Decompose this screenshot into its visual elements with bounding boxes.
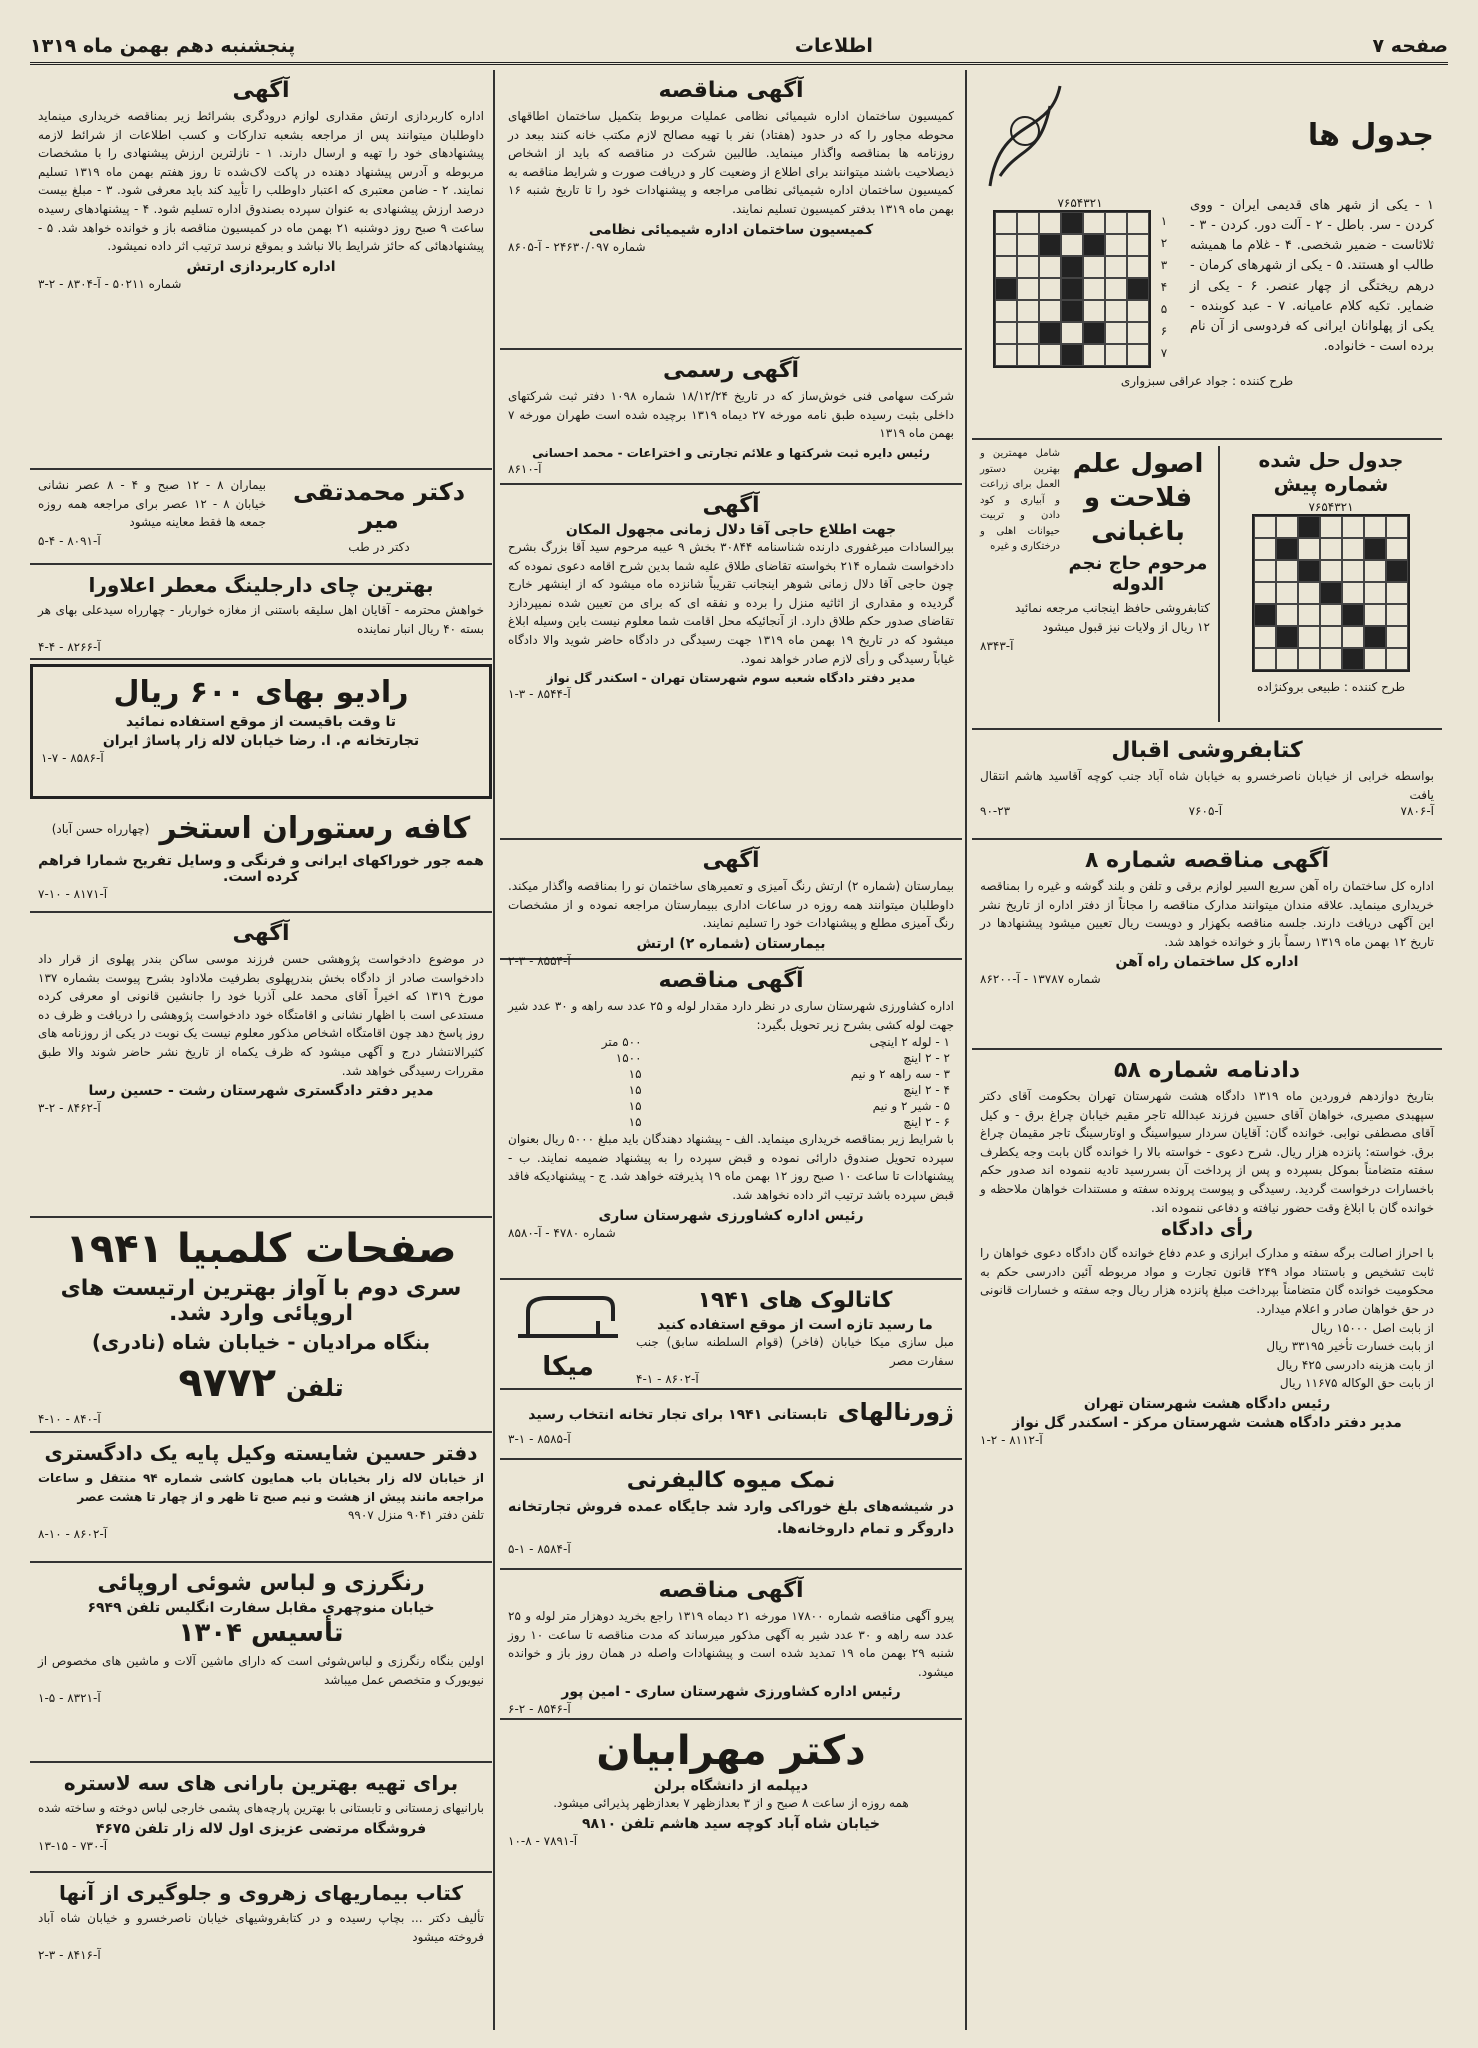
pipes-table — [508, 1034, 954, 1130]
crossword-cell — [1386, 626, 1408, 648]
tender-8-title: آگهی مناقصه شماره ۸ — [1084, 848, 1330, 873]
crossword-cell — [995, 256, 1017, 278]
crossword-cell — [1386, 582, 1408, 604]
crossword-cell — [1105, 300, 1127, 322]
lawyer-text: از خیابان لاله زار بخیابان باب همایون کاشی شماره ۹۴ منتقل و ساعات مراجعه مانند پیش از هشت و نیم صبح تا ظهر و از چهار تا هشت عصر — [38, 1471, 484, 1504]
table-row — [508, 1082, 954, 1098]
crossword-cell — [1017, 234, 1039, 256]
appeal-code: آ-۸۴۶۲ - ۲-۳ — [38, 1101, 101, 1116]
divorce-notice — [500, 485, 962, 840]
book-price: ۱۲ ریال از ولایات نیز قبول میشود — [1042, 619, 1210, 634]
pipes-signature: رئیس اداره کشاورزی شهرستان ساری — [598, 1207, 864, 1224]
ad1-signature: اداره کاربردازی ارتش — [186, 258, 336, 275]
crossword-cell — [1127, 256, 1149, 278]
crossword-cell — [1342, 582, 1364, 604]
crossword-grid — [993, 210, 1151, 368]
cafe-ad — [30, 803, 492, 913]
crossword-cell — [1061, 256, 1083, 278]
tea-text: خواهش محترمه - آقایان اهل سلیقه باستنی از مغازه خواربار - چهارراه سیدعلی بهای هر بسته ۴۰ ریال انبار نماینده — [38, 603, 484, 636]
columbia-records-ad — [30, 1218, 492, 1433]
crossword-cell — [1320, 516, 1342, 538]
tender-8-text: اداره کل ساختمان راه آهن سریع السیر لوازم برقی و تلفن و بلند گوشه و غیره را بمناقصه خریداری مینماید. علاقه مندان میتوانند مدارک مناقصه را مجاناً از دفتر اداره از تاریخ نشر این آگهی دریافت دارند. جلسه مناقصه بکهزار و دویست ریال تعیین میشود پیشنهادها در تاریخ ۱۲ بهمن ماه ۱۳۱۹ رسماً باز و خوانده خواهد شد. — [980, 879, 1434, 949]
doctor-hours: همه روزه از ساعت ۸ صبح و از ۳ بعدازظهر ۷ بعدازظهر پذیرائی میشود. — [553, 1796, 909, 1810]
masthead — [30, 30, 1448, 65]
hospital-text: بیمارستان (شماره ۲) ارتش رنگ آمیزی و تعمیرهای ساختمان نو را بمناقصه واگذار میکند. داوطلبان میتوانند همه روزه در ساعات اداری ببیمارستان مراجعه نموده و از مشخصات رنگ آمیزی مطلع و پیشنهادات خود را تسلیم نمایند. — [508, 879, 954, 931]
book-author: مرحوم حاج نجم الدوله — [1068, 553, 1208, 596]
crossword-cell — [1127, 344, 1149, 366]
crossword-cell — [1276, 538, 1298, 560]
appeal-notice — [30, 913, 492, 1218]
crossword-cell — [1061, 278, 1083, 300]
ad1-text: اداره کاربردازی ارتش مقداری لوازم درودگری بشرائط زیر بمناقصه خریداری مینماید داوطلبان میتوانند پس از مراجعه بشعبه تدارکات و کسب اطلاعات از شرائط لازمه پیشنهادهای خود را تهیه و ارسال دارند. ۱ - نازلترین ارزش پیشنهادی را با مشخصات مربوطه و آدرس پیشنهاد دهنده در پاکت لاک‌شده تا روز هفتم بهمن ماه ۱۳۱۹ تسلیم نمایند. ۲ - ضامن معتبری که اعتبار داوطلب را تأیید کند باید معرفی شود. ۳ - مبلغ بیست درصد ارزش پیشنهادی به عنوان سپرده بصندوق اداره تسلیم شود. ۴ - پیشنهادهای رسیده ساعت ۹ صبح روز دوشنبه ۲۱ بهمن ماه در کمیسیون مناقصه باز و خوانده خواهد شد. ۵ - پیشنهادهائی که حائز شرایط بالا نباشد و بموقع نرسد ترتیب اثر داده نمیشود. — [38, 109, 484, 254]
verdict-code: آ-۸۱۱۲ - ۲-۱ — [980, 1432, 1043, 1447]
crossword-row-number: ۵ — [1160, 302, 1168, 316]
crossword-title: جدول ها — [1307, 117, 1434, 153]
salt-code: آ-۸۵۸۴ - ۱-۵ — [508, 1542, 571, 1557]
crossword-cell — [1083, 234, 1105, 256]
doctor-mir-ad — [30, 470, 492, 565]
pipes-qty: ۱۵ — [628, 1083, 642, 1098]
appeal-title: آگهی — [232, 921, 290, 946]
crossword-clues: ۱ - یکی از شهر های قدیمی ایران - ووی کردن - سر. باطل - ۲ - آلت دور. کردن - ۳ - ثلاثاست - ضمیر شخصی. ۴ - غلام ما همیشه طالب او هستند. ۵ - یکی از شهرهای کرمان - درهم ریختگی از چهار عنصر. ۶ - یکی از ضمایر. تکیه کلام عامیانه. ۷ - عبد کوبنده - یکی از پهلوانان ایرانی که فردوسی از آن نام برده است - خانواده. — [1190, 198, 1435, 354]
tea-code: آ-۸۲۶۶ - ۴-۴ — [38, 640, 101, 655]
iqbal-text: بواسطه خرابی از خیابان ناصرخسرو به خیابان شاه آباد جنب کوچه آقاسید هاشم انتقال یافت — [980, 769, 1434, 802]
crossword-cell — [1127, 278, 1149, 300]
crossword-cell — [1254, 538, 1276, 560]
salt-title: نمک میوه کالیفرنی — [626, 1468, 836, 1493]
iqbal-code2: آ-۷۶۰۵ — [1188, 804, 1223, 819]
crossword-cell — [1276, 626, 1298, 648]
crossword-cell — [1342, 538, 1364, 560]
crossword-cell — [1105, 256, 1127, 278]
crossword-cell — [1083, 344, 1105, 366]
crossword-cell — [1320, 538, 1342, 560]
crossword-cell — [1039, 344, 1061, 366]
lawyer-phone: تلفن دفتر ۹۰۴۱ منزل ۹۹۰۷ — [347, 1508, 484, 1523]
crossword-row-number: ۱ — [1160, 214, 1168, 228]
tender2-text: پیرو آگهی مناقصه شماره ۱۷۸۰۰ مورخه ۲۱ دیماه ۱۳۱۹ راجع بخرید دوهزار متر لوله و ۲۵ عدد سه راهه و ۳۰ عدد شیر به آگهی مذکور میرساند که مدت مناقصه تا ساعت ۱۰ روز شنبه ۲۹ بهمن ماه ۱۹ تمدید شده است و پیشنهادات واصله در همان روز باز و خوانده میشود. — [508, 1609, 955, 1679]
paper-name: اطلاعات — [794, 35, 873, 57]
crossword-top-numbers: ۷۶۵۴۳۲۱ — [1057, 196, 1103, 210]
crossword-cell — [1320, 582, 1342, 604]
crossword-cell — [1061, 300, 1083, 322]
notice-text: بیرالسادات میرغفوری دارنده شناسنامه ۳۰۸۴۴ بخش ۹ عیبه مرحوم سید آقا بزرگ بشرح دادخواست شماره ۲۱۴ بخواسته تقاضای طلاق علیه شما بدین شرح اقامه دعوی نموده که چون حاجی آقا دلال زمانی شوهر اینجانب تقریباً شانزده ماه میشود که از اینشهر خارج گردیده و مقداری از اثاثیه منزل را برده و نفقه ای که برای من تعیین شده نمیپردازد تقاضای صدور حکم طلاق دارد. از آنجائیکه محل اقامت شما معلوم نیست باین وسیله ابلاغ میشود که در تاریخ ۱۹ بهمن ماه ۱۳۱۹ جهت رسیدگی در دادگاه حاضر شوید والا دادگاه غیاباً رسیدگی و رأی لازم صادر خواهد نمود. — [508, 540, 955, 666]
crossword-cell — [1364, 560, 1386, 582]
crossword-cell — [995, 344, 1017, 366]
pipes-item: ۵ - شیر ۲ و نیم — [872, 1099, 950, 1114]
notice-title: آگهی — [702, 493, 760, 518]
crossword-cell — [1017, 322, 1039, 344]
tender-chemical-ad — [500, 70, 962, 350]
hospital-title: آگهی — [702, 848, 760, 873]
health-book-ad — [30, 1873, 492, 1973]
crossword-cell — [995, 322, 1017, 344]
tender-8-ad — [972, 840, 1442, 1050]
crossword-cell — [1364, 582, 1386, 604]
crossword-cell — [1364, 538, 1386, 560]
radio-ad — [30, 664, 492, 799]
crossword-cell — [1386, 516, 1408, 538]
catalog-code: آ-۸۶۰۲ - ۱-۴ — [636, 1372, 699, 1387]
crossword-row-number: ۷ — [1160, 346, 1168, 360]
lawyer-code: آ-۸۶۰۲ - ۱۰-۸ — [38, 1526, 108, 1541]
laundry-title: رنگرزی و لباس شوئی اروپائی — [97, 1571, 425, 1596]
records-title: صفحات کلمبیا ۱۹۴۱ — [65, 1226, 457, 1272]
pipes-title: آگهی مناقصه — [658, 968, 804, 993]
crossword-cell — [1061, 344, 1083, 366]
journals-title: ژورنالهای — [837, 1398, 954, 1426]
crossword-cell — [1127, 300, 1149, 322]
verdict-subtitle: رأی دادگاه — [1161, 1219, 1253, 1241]
health-book-text: تألیف دکتر ... بچاپ رسیده و در کتابفروشیهای خیابان ناصرخسرو و خیابان شاه آباد فروخته میشود — [38, 1911, 484, 1944]
crossword-cell — [1342, 516, 1364, 538]
page-number: صفحه ۷ — [1372, 35, 1448, 57]
records-phone: ۹۷۷۲ — [178, 1360, 276, 1406]
tender-extension-ad — [500, 1570, 962, 1720]
doctor-address: خیابان شاه آباد کوچه سید هاشم تلفن ۹۸۱۰ — [581, 1815, 881, 1832]
tea-ad — [30, 565, 492, 660]
middle-column — [500, 70, 962, 2030]
iqbal-bookstore-ad — [972, 730, 1442, 840]
crossword-cell — [1386, 604, 1408, 626]
tender-8-signature: اداره کل ساختمان راه آهن — [1115, 954, 1299, 971]
cafe-title: کافه رستوران استخر — [159, 811, 471, 846]
official-notice — [500, 350, 962, 485]
radio-text: تا وقت باقیست از موقع استفاده نمائید — [126, 714, 396, 730]
crossword-cell — [1386, 538, 1408, 560]
crossword-row-number: ۴ — [1160, 280, 1168, 294]
crossword-cell — [1320, 626, 1342, 648]
radio-code: آ-۸۵۸۶ - ۷-۱ — [41, 751, 104, 765]
laundry-ad — [30, 1563, 492, 1763]
catalog-brand: میکا — [542, 1352, 594, 1382]
crossword-cell — [1298, 560, 1320, 582]
laundry-text: اولین بنگاه رنگرزی و لباس‌شوئی است که دارای ماشین آلات و ماشین های مخصوص از نیویورک و متخصص عمل میباشد — [38, 1654, 484, 1687]
radio-title: رادیو بهای ۶۰۰ ریال — [113, 675, 409, 710]
crossword-cell — [1276, 560, 1298, 582]
crossword-cell — [1083, 256, 1105, 278]
pipes-item: ۴ - ۲ اینچ — [903, 1083, 950, 1098]
tender-8-code: شماره ۱۳۷۸۷ - آ-۸۶۲۰۰ — [980, 972, 1101, 987]
crossword-cell — [1061, 234, 1083, 256]
pipes-item: ۱ - لوله ۲ اینچی — [869, 1035, 950, 1050]
crossword-side-numbers — [1161, 210, 1167, 364]
doctor-mir-code: آ-۸۰۹۱ - ۴-۵ — [38, 533, 101, 548]
laundry-code: آ-۸۳۲۱ - ۵-۱ — [38, 1691, 101, 1706]
doctor-code: آ-۷۸۹۱ - ۸-۱۰ — [508, 1833, 578, 1848]
crossword-cell — [1320, 604, 1342, 626]
crossword-cell — [995, 212, 1017, 234]
notice-code: آ-۸۵۴۴ - ۳-۱ — [508, 687, 571, 702]
crossword-row-number: ۶ — [1160, 324, 1168, 338]
lawyer-ad — [30, 1433, 492, 1563]
crossword-cell — [1320, 560, 1342, 582]
records-phone-label: تلفن — [285, 1374, 344, 1402]
crossword-cell — [1254, 516, 1276, 538]
tender2-signature: رئیس اداره کشاورزی شهرستان ساری - امین پور — [561, 1684, 901, 1701]
verdict-item: از بابت حق الوکاله ۱۱۶۷۵ ریال — [1279, 1376, 1434, 1391]
crossword-cell — [1254, 604, 1276, 626]
pipes-qty: ۱۵ — [628, 1099, 642, 1114]
tender2-title: آگهی مناقصه — [658, 1578, 804, 1603]
laundry-since: تأسیس ۱۳۰۴ — [178, 1618, 344, 1648]
crossword-cell — [1254, 560, 1276, 582]
crossword-cell — [1127, 234, 1149, 256]
journals-ad — [500, 1390, 962, 1460]
book-code: آ-۸۳۴۳ — [980, 638, 1014, 653]
book-title: اصول علم فلاحت و باغبانی — [1072, 449, 1204, 547]
verdict-ruling: با احراز اصالت برگه سفته و مدارک ابرازی و عدم دفاع خوانده گان دادگاه دعوی خواهان را ثابت تشخیص و باستناد مواد ۲۴۹ قانون تجارت و مواد مربوطه آئین دادرسی حکم به محکومیت خوانده گان متضامناً بپرداخت مبلغ پانزده هزار ریال وجه سفته و خسارات قانونی در حق خواهان صادر و اعلام میدارد. — [980, 1246, 1434, 1316]
crossword-cell — [1276, 516, 1298, 538]
crossword-cell — [1061, 322, 1083, 344]
crossword-cell — [1364, 604, 1386, 626]
crossword-cell — [1254, 626, 1276, 648]
doctor-diploma: دیپلمه از دانشگاه برلن — [653, 1778, 809, 1794]
crossword-cell — [1276, 648, 1298, 670]
crossword-cell — [1105, 322, 1127, 344]
crossword-cell — [1061, 212, 1083, 234]
catalog-address: مبل سازی میکا خیابان (فاخر) (قوام السلطنه سابق) جنب سفارت مصر — [636, 1335, 954, 1368]
laundry-address: خیابان منوچهری مقابل سفارت انگلیس تلفن ۶۹۴۹ — [87, 1600, 435, 1616]
crossword-cell — [1039, 300, 1061, 322]
crossword-cell — [1039, 234, 1061, 256]
doctor-mir-text: بیماران ۸ - ۱۲ صبح و ۴ - ۸ عصر نشانی خیابان ۸ - ۱۲ عصر برای مراجعه همه روزه جمعه ها فقط معاینه میشود — [38, 478, 267, 530]
pipes-item: ۶ - ۲ اینچ — [903, 1115, 950, 1130]
pipes-qty: ۱۵ — [628, 1115, 642, 1130]
ad1-code: شماره ۵۰۲۱۱ - آ-۸۳۰۴ - ۲-۳ — [38, 276, 182, 291]
verdict-item: از بابت اصل ۱۵۰۰۰ ریال — [1311, 1320, 1434, 1335]
crossword-cell — [1364, 516, 1386, 538]
crossword-cell — [1039, 278, 1061, 300]
raincoat-text: بارانیهای زمستانی و تابستانی با بهترین پارچه‌های پشمی خارجی لباس دوخته و ساخته شده — [38, 1801, 484, 1815]
pipes-qty: ۵۰۰ متر — [601, 1035, 642, 1050]
crossword-row-number: ۳ — [1160, 258, 1168, 272]
crossword-cell — [1083, 300, 1105, 322]
crossword-cell — [995, 300, 1017, 322]
iqbal-code3: ۹۰-۲۳ — [980, 804, 1011, 819]
crossword-section — [972, 70, 1442, 440]
crossword-cell — [1276, 604, 1298, 626]
crossword-cell — [1017, 300, 1039, 322]
tender-chemical-text: کمیسیون ساختمان اداره شیمیائی نظامی عملیات مربوط بتکمیل ساختمان اطاقهای محوطه مجاور را که در حدود (هفتاد) نفر با تهیه مصالح لازم مکتب خانه کنند ببعد در روزنامه ها بمناقصه واگذار مینماید. طالبین شرکت در مناقصه که باید از اشخاص ذیصلاحیت باشند میتوانند برای اطلاع از وضعیت کار و دریافت صورت و شرایط مناقصه به کمیسیون ساختمان اداره شیمیائی نظامی مراجعه و پیشنهادات خود را تا تاریخ شنبه ۱۶ بهمن ماه ۱۳۱۹ بدفتر کمیسیون تسلیم نمایند. — [508, 109, 954, 216]
tea-title: بهترین چای دارجلینگ معطر اعلاورا — [88, 573, 434, 597]
verdict-text: بتاریخ دوازدهم فروردین ماه ۱۳۱۹ دادگاه هشت شهرستان تهران بحکومت آقای دکتر سپهبدی مصیری، خواهان آقای حسین فرزند عبدالله تاجر مقیم خیابان چراغ برق - و کیل آقای مصطفی نوابی. خوانده گان: آقایان سردار سیواسینگ و اوتارسینگ تاجر مقیمان چراغ برق. خواسته: پانزده هزار ریال. شرح دعوی - خواسته بالا را خوانده گان بابت وجه یکطرف سفته متضامناً بموکل بسپرده و پس از پرداخت آن بسررسید تادیه ننموده اند صدور حکم باخسارات درخواست گردید. رسیدگی و پیوست پرونده سفته و مستندات خواهان ملاحظه و خوانده گان با ابلاغ وقت حضور نیافته و دفاعی ننموده اند. — [980, 1089, 1434, 1215]
verdict-title: دادنامه شماره ۵۸ — [1113, 1058, 1301, 1083]
solved-grid — [1252, 514, 1410, 672]
crossword-cell — [1127, 212, 1149, 234]
crossword-cell — [995, 278, 1017, 300]
records-code: آ-۸۴۰ - ۱۰-۴ — [38, 1412, 101, 1426]
pipes-qty: ۱۵۰۰ — [615, 1051, 642, 1066]
catalog-ad — [500, 1280, 962, 1390]
crossword-cell — [1105, 344, 1127, 366]
official-signature: رئیس دایره ثبت شرکتها و علائم تجارتی و اختراعات - محمد احسانی — [532, 445, 930, 460]
journals-text: تابستانی ۱۹۴۱ برای تجار تخانه انتخاب رسید — [528, 1406, 828, 1423]
pipes-qty: ۱۵ — [628, 1067, 642, 1082]
records-address: بنگاه مرادیان - خیابان شاه (نادری) — [91, 1330, 431, 1354]
column-rule — [965, 70, 967, 2030]
notice-signature: مدیر دفتر دادگاه شعبه سوم شهرستان تهران - اسکندر گل نواز — [546, 671, 916, 686]
crossword-cell — [1298, 538, 1320, 560]
tender-chemical-code: شماره ۲۴۶۳۰/۰۹۷ - آ-۸۶۰۵ — [508, 239, 646, 254]
crossword-cell — [1342, 560, 1364, 582]
crossword-cell — [1298, 516, 1320, 538]
crossword-cell — [1017, 256, 1039, 278]
tender-chemical-signature: کمیسیون ساختمان اداره شیمیائی نظامی — [588, 221, 874, 238]
crossword-cell — [995, 234, 1017, 256]
crossword-cell — [1083, 212, 1105, 234]
crossword-cell — [1342, 648, 1364, 670]
table-row — [508, 1066, 954, 1082]
book-description: شامل مهمترین و بهترین دستور العمل برای زراعت و آبیاری و کود دادن و تربیت حیوانات اهلی و درختکاری و غیره — [980, 448, 1060, 552]
crossword-cell — [1039, 212, 1061, 234]
salt-text: در شیشه‌های بلغ خوراکی وارد شد جایگاه عمده فروش تجارتخانه داروگر و تمام داروخانه‌ها. — [508, 1499, 954, 1537]
crossword-cell — [1320, 648, 1342, 670]
left-column — [30, 70, 492, 2030]
doctor-mir-sub: دکتر در طب — [348, 540, 410, 554]
crossword-cell — [1254, 582, 1276, 604]
ornament-icon — [980, 76, 1070, 196]
pipes-item: ۳ - سه راهه ۲ و نیم — [850, 1067, 950, 1082]
hospital-notice — [500, 840, 962, 968]
book-and-solved — [972, 440, 1442, 730]
crossword-cell — [1017, 344, 1039, 366]
crossword-cell — [1083, 322, 1105, 344]
army-procurement-ad — [30, 70, 492, 470]
raincoat-address: فروشگاه مرتضی عزیزی اول لاله زار تلفن ۴۶۷۵ — [95, 1820, 427, 1837]
radio-address: تجارتخانه م. ا. رضا خیابان لاله زار پاساژ ایران — [102, 733, 420, 749]
pipes-code: شماره ۴۷۸۰ - آ-۸۵۸۰ — [508, 1225, 616, 1240]
crossword-cell — [1105, 212, 1127, 234]
verdict-signature: رئیس دادگاه هشت شهرستان تهران — [1083, 1395, 1331, 1412]
tender-chemical-title: آگهی مناقصه — [658, 78, 804, 103]
crossword-cell — [1386, 648, 1408, 670]
catalog-text: ما رسید تازه است از موقع استفاده کنید — [657, 1317, 933, 1333]
crossword-cell — [1105, 234, 1127, 256]
crossword-cell — [1105, 278, 1127, 300]
verdict-footer: مدیر دفتر دادگاه هشت شهرستان مرکز - اسکندر گل نواز — [1012, 1414, 1402, 1431]
official-title: آگهی رسمی — [662, 358, 800, 383]
tender2-code: آ-۸۵۴۶ - ۲-۶ — [508, 1702, 571, 1717]
right-column — [972, 70, 1442, 2030]
pipes-item: ۲ - ۲ اینچ — [903, 1051, 950, 1066]
solved-author: طرح کننده : طبیعی بروکنژاده — [1256, 680, 1406, 694]
crossword-cell — [1083, 278, 1105, 300]
solved-title: جدول حل شده شماره پیش — [1258, 448, 1404, 496]
crossword-cell — [1364, 626, 1386, 648]
notice-subtitle: جهت اطلاع حاجی آقا دلال زمانی مجهول المکان — [565, 522, 897, 538]
crossword-cell — [1017, 278, 1039, 300]
records-text: سری دوم با آواز بهترین ارتیست های اروپائی وارد شد. — [60, 1276, 462, 1326]
iqbal-code: آ-۷۸۰۶ — [1400, 804, 1434, 819]
book-store: کتابفروشی حافظ اینجانب مرجعه نمائید — [1014, 601, 1210, 616]
table-row — [508, 1114, 954, 1130]
crossword-cell — [1298, 604, 1320, 626]
hospital-signature: بیمارستان (شماره ۲) ارتش — [636, 935, 826, 952]
iqbal-title: کتابفروشی اقبال — [1111, 738, 1303, 763]
pipes-text: اداره کشاورزی شهرستان ساری در نظر دارد مقدار لوله و ۲۵ عدد سه راهه و ۳۰ عدد شیر جهت لوله کشی بشرح زیر تحویل بگیرد: — [508, 999, 954, 1032]
health-book-code: آ-۸۴۱۶ - ۳-۲ — [38, 1948, 101, 1963]
cafe-code: آ-۸۱۷۱ - ۱۰-۷ — [38, 887, 108, 901]
sewing-machine-icon — [508, 1286, 628, 1346]
crossword-cell — [1298, 626, 1320, 648]
table-row — [508, 1050, 954, 1066]
appeal-signature: مدیر دفتر دادگستری شهرستان رشت - حسین رسا — [88, 1083, 434, 1100]
doctor-mehrabian-ad — [500, 1720, 962, 1890]
crossword-cell — [1039, 322, 1061, 344]
crossword-cell — [1127, 322, 1149, 344]
crossword-cell — [1039, 256, 1061, 278]
fruit-salt-ad — [500, 1460, 962, 1570]
health-book-title: کتاب بیماریهای زهروی و جلوگیری از آنها — [59, 1881, 463, 1905]
crossword-row-number: ۲ — [1160, 236, 1168, 250]
verdict-58 — [972, 1050, 1442, 2030]
crossword-cell — [1298, 582, 1320, 604]
ad1-title: آگهی — [232, 78, 290, 103]
raincoat-title: برای تهیه بهترین بارانی های سه لاستره — [63, 1771, 459, 1795]
cafe-text: همه جور خوراکهای ایرانی و فرنگی و وسایل تفریح شمارا فراهم کرده است. — [38, 853, 484, 885]
crossword-cell — [1342, 604, 1364, 626]
appeal-text: در موضوع دادخواست پژوهشی حسن فرزند موسی ساکن بندر پهلوی از قرار داد دادخواست صادر از دادگاه بخش بندرپهلوی بطرفیت ملاداود بشرح پیوست بشماره ۱۳۷ مورخ ۱۳۱۹ که اخیراً آقای محمد علی آذربا خود را جانشین قانونی او معرفی کرده مستدعی است با اظهار نشانی و اقامتگاه خود دادخواست پژوهشی را دریافت و ظرف ده روز پاسخ دهد چون اقامتگاه اشخاص مذکور معلوم نیست یک نوبت در یکی از روزنامه های کثیرالانتشار درج و آگهی میشود که ظرف یکماه از تاریخ نشر حاضر شوند والا طبق مقررات رسیدگی خواهد شد. — [38, 952, 484, 1078]
crossword-cell — [1386, 560, 1408, 582]
crossword-cell — [1276, 582, 1298, 604]
lawyer-title: دفتر حسین شایسته وکیل پایه یک دادگستری — [44, 1441, 478, 1465]
journals-code: آ-۸۵۸۵ - ۱-۳ — [508, 1432, 571, 1446]
verdict-item: از بابت خسارت تأخیر ۳۳۱۹۵ ریال — [1266, 1339, 1434, 1354]
pipes-conditions: با شرایط زیر بمناقصه خریداری مینماید. الف - پیشنهاد دهندگان باید مبلغ ۵۰۰۰ ریال بعنوان سپرده تحویل صندوق دارائی نموده و قبض سپرده را به پیشنهاد ضمیمه نمایند. ب - پیشنهادات تا ساعت ۱۰ صبح روز ۱۲ بهمن ماه ۱۹ پذیرفته خواهد شد. ج - پیشنهادیکه فاقد قبض سپرده باشد ترتیب اثر داده نخواهد شد. — [508, 1132, 955, 1202]
cafe-sub: (چهارراه حسن آباد) — [51, 822, 150, 837]
official-code: آ-۸۶۱۰ — [508, 461, 542, 476]
crossword-cell — [1254, 648, 1276, 670]
crossword-cell — [1017, 212, 1039, 234]
table-row — [508, 1034, 954, 1050]
solved-top-numbers: ۷۶۵۴۳۲۱ — [1308, 500, 1354, 514]
crossword-cell — [1342, 626, 1364, 648]
raincoat-code: آ-۷۳۰ - ۱۵-۱۳ — [38, 1838, 108, 1853]
crossword-author: طرح کننده : جواد عراقی سبزواری — [1120, 374, 1294, 388]
column-rule — [493, 70, 495, 2030]
doctor-title: دکتر مهرابیان — [596, 1728, 866, 1774]
issue-date: پنجشنبه دهم بهمن ماه ۱۳۱۹ — [30, 35, 296, 57]
raincoat-ad — [30, 1763, 492, 1873]
official-text: شرکت سهامی فنی خوش‌ساز که در تاریخ ۱۸/۱۲/۲۴ شماره ۱۰۹۸ دفتر ثبت شرکتهای داخلی بثبت رسیده طبق نامه مورخه ۲۷ دیماه ۱۳۱۹ برچیده شده است طهران مورخه ۷ بهمن ماه ۱۳۱۹ — [508, 389, 954, 441]
catalog-title: کاتالوک های ۱۹۴۱ — [697, 1288, 893, 1313]
crossword-cell — [1298, 648, 1320, 670]
table-row — [508, 1098, 954, 1114]
doctor-mir-title: دکتر محمدتقی میر — [292, 478, 466, 534]
verdict-item: از بابت هزینه دادرسی ۴۲۵ ریال — [1276, 1357, 1434, 1372]
pipes-tender — [500, 960, 962, 1280]
hospital-code: آ-۸۵۵۴ - ۳-۲ — [508, 953, 571, 968]
crossword-cell — [1364, 648, 1386, 670]
